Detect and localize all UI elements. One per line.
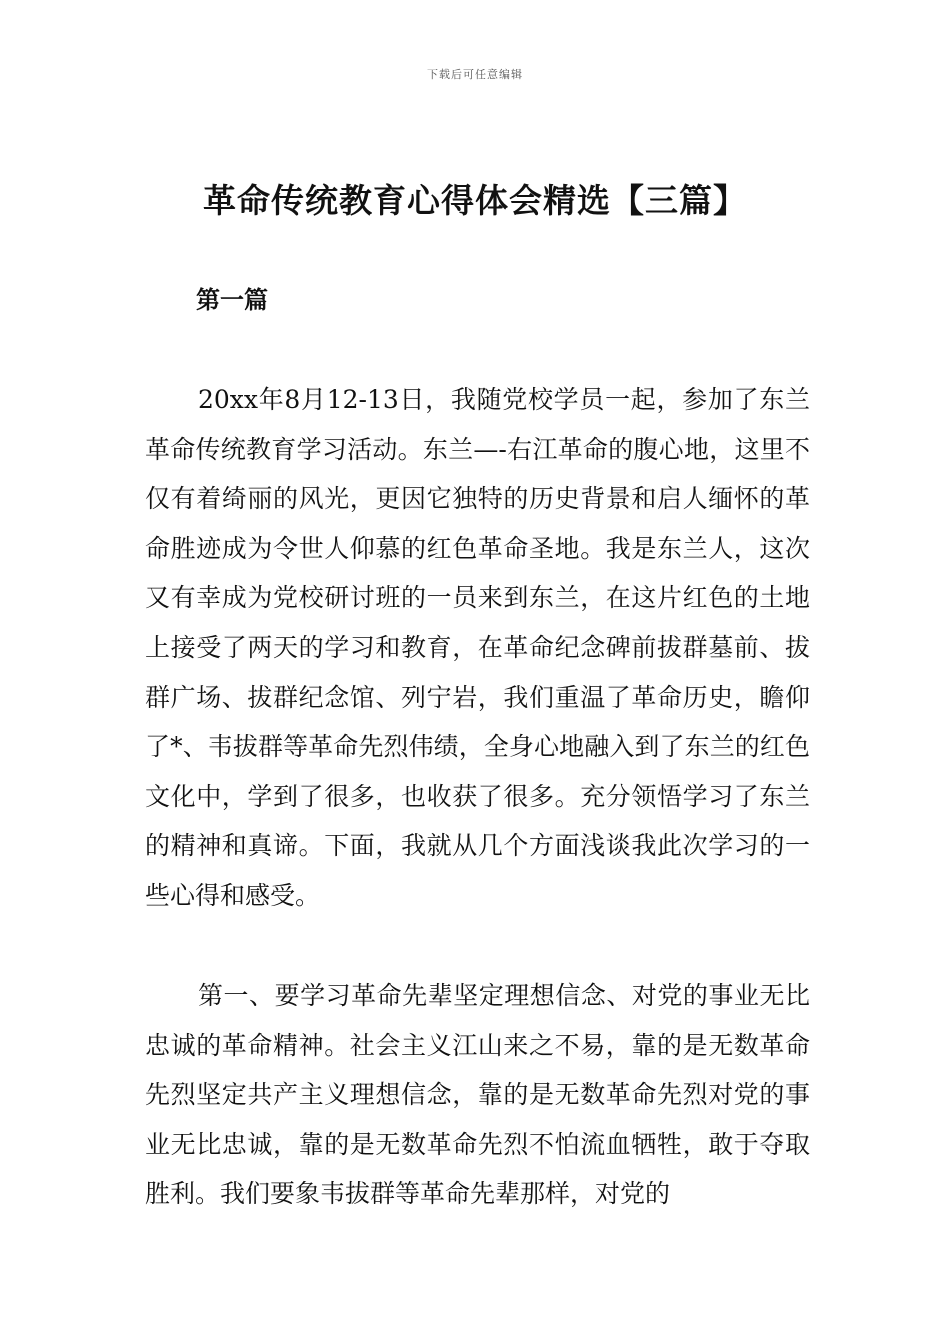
paragraph-2: 第一、要学习革命先辈坚定理想信念、对党的事业无比忠诚的革命精神。社会主义江山来之不易，靠的是无数革命先烈坚定共产主义理想信念，靠的是无数革命先烈对党的事业无比忠诚，靠的是无数革命先烈不怕流血牺牲，敢于夺取胜利。我们要象韦拔群等革命先辈那样，对党的 xyxy=(145,981,810,1209)
document-title: 革命传统教育心得体会精选【三篇】 xyxy=(203,181,747,220)
header-note: 下载后可任意编辑 xyxy=(427,68,523,81)
section-heading: 第一篇 xyxy=(196,285,268,314)
paragraph-1: 20xx年8月12-13日，我随党校学员一起，参加了东兰革命传统教育学习活动。东兰—-右江革命的腹心地，这里不仅有着绮丽的风光，更因它独特的历史背景和启人缅怀的革命胜迹成为令世人仰慕的红色革命圣地。我是东兰人，这次又有幸成为党校研讨班的一员来到东兰，在这片红色的土地上接受了两天的学习和教育，在革命纪念碑前拔群墓前、拔群广场、拔群纪念馆、列宁岩，我们重温了革命历史，瞻仰了*、韦拔群等革命先烈伟绩，全身心地融入到了东兰的红色文化中，学到了很多，也收获了很多。充分领悟学习了东兰的精神和真谛。下面，我就从几个方面浅谈我此次学习的一些心得和感受。 xyxy=(145,385,810,910)
